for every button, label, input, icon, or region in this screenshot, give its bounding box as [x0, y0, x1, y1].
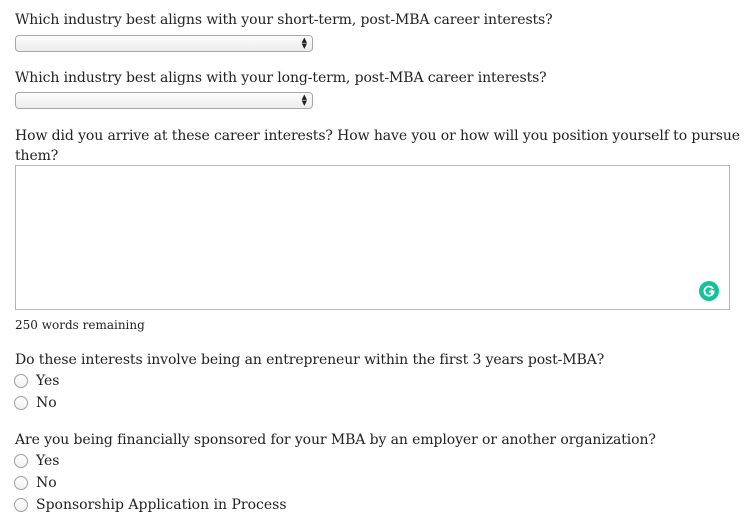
sponsorship-option-in-process[interactable]	[14, 495, 287, 515]
option-label: Sponsorship Application in Process	[36, 497, 287, 513]
up-down-arrows-icon: ▲ ▼	[301, 93, 307, 107]
career-essay-textarea[interactable]	[15, 165, 730, 310]
entrepreneur-option-yes[interactable]	[14, 371, 60, 391]
radio-button[interactable]	[14, 374, 28, 388]
radio-button[interactable]	[14, 498, 28, 512]
entrepreneur-option-no[interactable]	[14, 393, 57, 413]
long-term-industry-label: Which industry best aligns with your long-term, post-MBA career interests?	[15, 70, 547, 86]
sponsorship-option-no[interactable]	[14, 473, 57, 493]
up-down-arrows-icon: ▲ ▼	[301, 36, 307, 50]
entrepreneur-label: Do these interests involve being an entrepreneur within the first 3 years post-MBA?	[15, 352, 605, 368]
short-term-industry-label: Which industry best aligns with your short-term, post-MBA career interests?	[15, 12, 553, 28]
radio-button[interactable]	[14, 476, 28, 490]
career-essay-label-line1: How did you arrive at these career interests? How have you or how will you position yourself to pursue them?	[15, 128, 740, 164]
sponsorship-label: Are you being financially sponsored for your MBA by an employer or another organization?	[15, 432, 656, 448]
option-label: No	[36, 475, 57, 491]
option-label: No	[36, 395, 57, 411]
option-label: Yes	[36, 453, 60, 469]
grammarly-icon[interactable]	[699, 281, 719, 301]
long-term-industry-select[interactable]	[15, 92, 313, 109]
short-term-industry-select[interactable]	[15, 35, 313, 52]
radio-button[interactable]	[14, 396, 28, 410]
option-label: Yes	[36, 373, 60, 389]
sponsorship-option-yes[interactable]	[14, 451, 60, 471]
radio-button[interactable]	[14, 454, 28, 468]
word-counter: 250 words remaining	[15, 318, 145, 332]
